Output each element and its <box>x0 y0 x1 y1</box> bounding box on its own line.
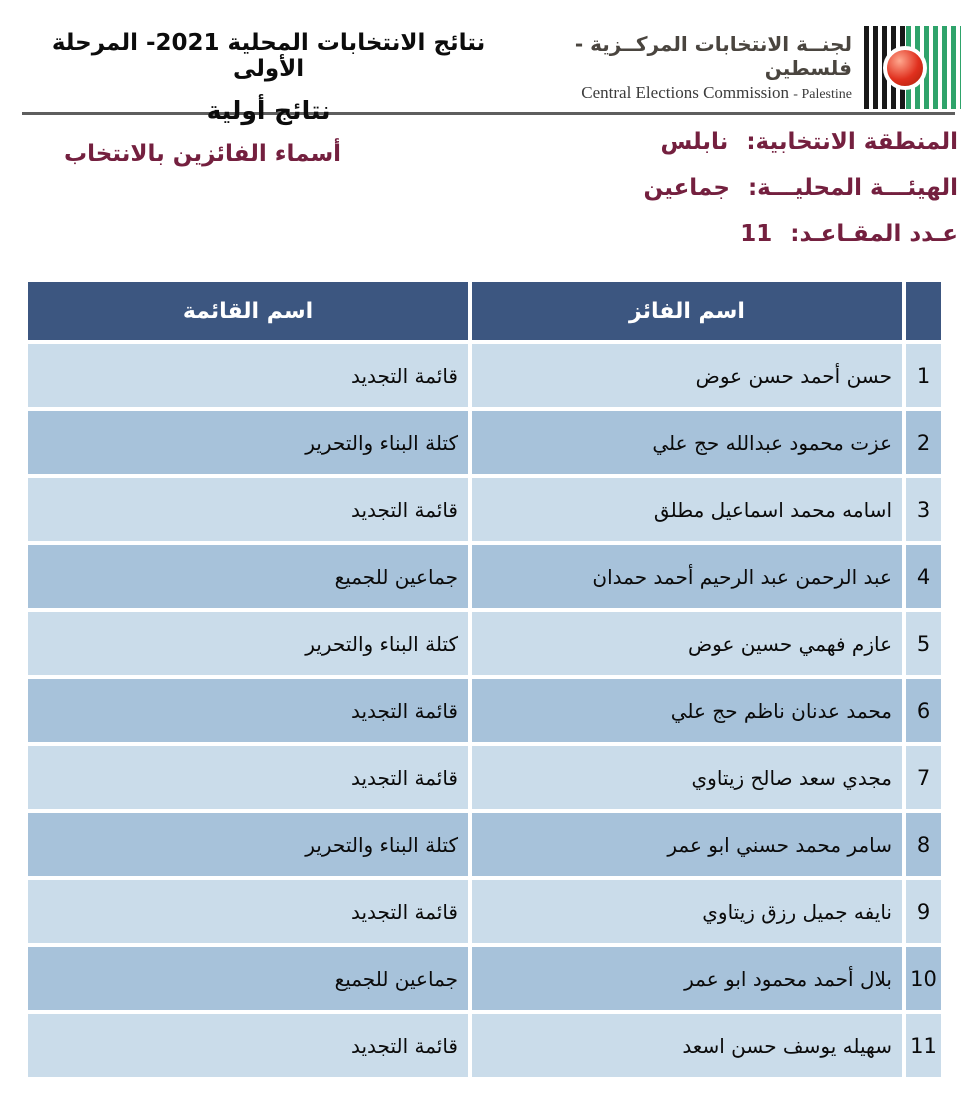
winner-name-cell: محمد عدنان ناظم حج علي <box>472 679 902 742</box>
table-row <box>28 411 941 474</box>
winner-name-cell: سامر محمد حسني ابو عمر <box>472 813 902 876</box>
seats-line <box>644 221 959 247</box>
winner-name-cell: مجدي سعد صالح زيتاوي <box>472 746 902 809</box>
row-number-cell: 4 <box>906 545 941 608</box>
row-number-cell: 7 <box>906 746 941 809</box>
list-name-cell: جماعين للجميع <box>28 947 468 1010</box>
report-title <box>30 30 507 125</box>
table-row <box>28 947 941 1010</box>
cec-logo-text <box>507 32 852 103</box>
logo-english-name <box>507 83 852 103</box>
district-label: المنطقة الانتخابية: <box>746 129 958 155</box>
column-header-winner-name: اسم الفائز <box>472 282 902 340</box>
table-body <box>28 344 941 1077</box>
local-authority-value: جماعين <box>643 175 730 201</box>
column-header-number <box>906 282 941 340</box>
page-header <box>0 0 969 125</box>
logo-english-suffix: - Palestine <box>793 87 852 102</box>
table-row <box>28 478 941 541</box>
seats-label: عـدد المقـاعـد: <box>790 221 958 247</box>
table-header-row <box>28 282 941 340</box>
report-title-line2: نتائج أولية <box>206 96 331 125</box>
list-name-cell: قائمة التجديد <box>28 1014 468 1077</box>
winner-name-cell: سهيله يوسف حسن اسعد <box>472 1014 902 1077</box>
winner-name-cell: نايفه جميل رزق زيتاوي <box>472 880 902 943</box>
district-line <box>644 129 959 155</box>
row-number-cell: 5 <box>906 612 941 675</box>
list-name-cell: كتلة البناء والتحرير <box>28 411 468 474</box>
table-row <box>28 679 941 742</box>
report-title-line1: نتائج الانتخابات المحلية 2021- المرحلة الأولى <box>51 30 486 82</box>
results-table <box>28 282 941 1077</box>
list-name-cell: كتلة البناء والتحرير <box>28 612 468 675</box>
winners-heading: أسماء الفائزين بالانتخاب <box>64 141 342 167</box>
list-name-cell: قائمة التجديد <box>28 679 468 742</box>
row-number-cell: 11 <box>906 1014 941 1077</box>
list-name-cell: قائمة التجديد <box>28 880 468 943</box>
winner-name-cell: عازم فهمي حسين عوض <box>472 612 902 675</box>
logo-arabic-name: لجنــة الانتخابات المركــزية - فلسطين <box>574 32 852 80</box>
list-name-cell: قائمة التجديد <box>28 746 468 809</box>
winner-name-cell: حسن أحمد حسن عوض <box>472 344 902 407</box>
logo-english-main: Central Elections Commission <box>581 83 790 102</box>
row-number-cell: 8 <box>906 813 941 876</box>
list-name-cell: قائمة التجديد <box>28 344 468 407</box>
logo-red-ball-icon <box>883 46 927 90</box>
table-row <box>28 880 941 943</box>
row-number-cell: 1 <box>906 344 941 407</box>
row-number-cell: 10 <box>906 947 941 1010</box>
row-number-cell: 3 <box>906 478 941 541</box>
row-number-cell: 2 <box>906 411 941 474</box>
table-row <box>28 813 941 876</box>
seats-value: 11 <box>740 221 773 247</box>
list-name-cell: جماعين للجميع <box>28 545 468 608</box>
local-authority-line <box>644 175 959 201</box>
cec-logo <box>507 26 961 109</box>
local-authority-label: الهيئـــة المحليـــة: <box>747 175 958 201</box>
district-value: نابلس <box>660 129 729 155</box>
winner-name-cell: عبد الرحمن عبد الرحيم أحمد حمدان <box>472 545 902 608</box>
table-row <box>28 545 941 608</box>
row-number-cell: 9 <box>906 880 941 943</box>
winner-name-cell: اسامه محمد اسماعيل مطلق <box>472 478 902 541</box>
table-row <box>28 612 941 675</box>
table-row <box>28 1014 941 1077</box>
election-info <box>0 115 969 280</box>
list-name-cell: قائمة التجديد <box>28 478 468 541</box>
cec-logo-mark-icon <box>864 26 961 109</box>
table-row <box>28 344 941 407</box>
row-number-cell: 6 <box>906 679 941 742</box>
table-row <box>28 746 941 809</box>
winner-name-cell: بلال أحمد محمود ابو عمر <box>472 947 902 1010</box>
column-header-list-name: اسم القائمة <box>28 282 468 340</box>
winner-name-cell: عزت محمود عبدالله حج علي <box>472 411 902 474</box>
list-name-cell: كتلة البناء والتحرير <box>28 813 468 876</box>
election-info-lines <box>644 129 959 267</box>
